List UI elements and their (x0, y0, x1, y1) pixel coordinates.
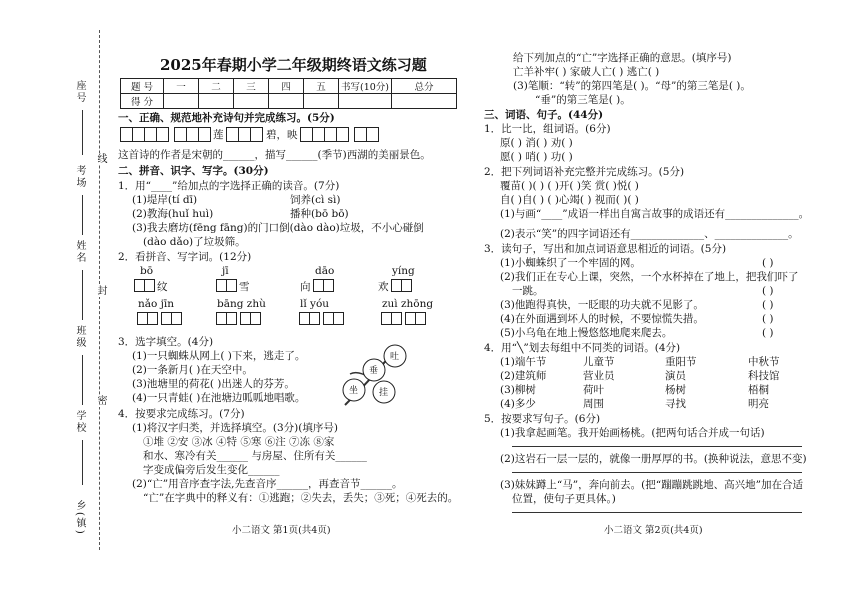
p3-prompt: 3．读句子，写出和加点词语意思相近的词语。(5分) (484, 243, 727, 255)
p1-row-2: 愿( ) 哨( ) 功( ) (500, 151, 573, 163)
flower-char-1: 吐 (390, 352, 400, 362)
p3-answer-1[interactable]: ( ) (762, 257, 774, 269)
pinyin-liyou: lǐ yóu (300, 298, 330, 310)
page-title: 2025年春期小学二年级期终语文练习题 (160, 56, 427, 74)
section-2-heading: 二、拼音、识字、写字。(30分) (118, 165, 269, 177)
p4-cell[interactable]: 儿童节 (583, 356, 615, 368)
class-label: 班级 (74, 325, 85, 349)
write-box-bo[interactable] (134, 279, 154, 292)
write-box-naojin[interactable] (137, 312, 181, 325)
q1-item-2b: 播种(bō bō) (290, 208, 349, 220)
r-q-wang-prompt: 给下列加点的“亡”字选择正确的意思。(填序号) (513, 52, 732, 64)
q4-prompt: 4．按要求完成练习。(7分) (118, 408, 245, 420)
q4-definitions: “亡”在字典中的释义有：①逃跑；②失去，丢失；③死；④死去的。 (143, 492, 459, 504)
q4-sub-1: (1)将汉字归类，并选择填空。(3分)(填序号) (132, 422, 338, 434)
p2-prompt: 2．把下列词语补充完整并完成练习。(5分) (484, 166, 685, 178)
score-header-cell: 二 (199, 79, 234, 94)
write-box-ying[interactable] (391, 279, 411, 292)
r-stroke-order-2: “垂”的第三笔是( )。 (535, 94, 631, 106)
school-blank (82, 440, 83, 485)
footer-left: 小二语文 第1页(共4页) (232, 525, 331, 536)
q3-item-1: (1)一只蜘蛛从网上( )下来，逃走了。 (132, 350, 306, 362)
p5-answer-line-2[interactable] (512, 472, 802, 473)
pinyin-ying: yíng (392, 265, 415, 277)
p4-cell[interactable]: 演员 (665, 370, 686, 382)
q3-prompt: 3．选字填空。(4分) (118, 336, 214, 348)
class-blank (82, 355, 83, 405)
school-label: 学校 (74, 410, 85, 434)
score-header-cell: 书写(10分) (339, 79, 392, 94)
p4-cell[interactable]: 梧桐 (748, 384, 769, 396)
exam-room-label: 考场 (74, 165, 85, 189)
p1-row-1: 原( ) 消( ) 劝( ) (500, 137, 573, 149)
score-header-row (121, 79, 457, 94)
p5-item-2: (2)这岩石一层一层的，就像一册厚厚的书。(换种说法，意思不变) (500, 453, 807, 465)
p4-cell[interactable]: (2)建筑师 (500, 370, 547, 382)
write-box-zuizhong[interactable] (381, 312, 425, 325)
town-label: 乡(镇) (74, 500, 85, 536)
word-xiang: 向 (300, 281, 311, 293)
write-box-bangzhu[interactable] (216, 312, 260, 325)
q4-options: ①堆 ②安 ③冰 ④特 ⑤寒 ⑥注 ⑦冻 ⑧家 (143, 436, 335, 448)
p3-answer-3[interactable]: ( ) (762, 299, 774, 311)
pinyin-zuizhong: zuì zhōng (382, 298, 434, 310)
p4-cell[interactable]: (3)柳树 (500, 384, 536, 396)
q3-item-3: (3)池塘里的荷花( )出迷人的芬芳。 (132, 378, 295, 390)
p1-prompt: 1．比一比，组词语。(6分) (484, 123, 611, 135)
q1-item-1: (1)堤岸(tí dī) (132, 194, 198, 206)
score-cell[interactable] (304, 94, 339, 109)
word-wen: 纹 (157, 281, 168, 293)
p3-item-1: (1)小蜘蛛织了一个牢固的网。 (500, 257, 641, 269)
q4-category-a: 和水、寒冷有关______ 与房屋、住所有关______ (143, 450, 367, 462)
name-label: 姓名 (74, 240, 85, 264)
p5-answer-line-1[interactable] (512, 446, 802, 447)
p2-row-2: 自( )自( ) ( )心竭( ) 视而( )( ) (500, 194, 639, 206)
section-1-heading: 一、正确、规范地补充诗句并完成练习。(5分) (118, 112, 335, 124)
p4-cell[interactable]: (4)多少 (500, 398, 536, 410)
p2-sub-1: (1)与画“____”成语一样出自寓言故事的成语还有______________。 (500, 208, 810, 220)
flower-char-3: 坐 (349, 386, 359, 396)
q2-prompt: 2．看拼音、写字词。(12分) (118, 251, 252, 263)
flower-char-4: 挂 (379, 388, 389, 398)
p3-item-2: (2)我们正在专心上课，突然，一个水杯掉在了地上，把我们吓了 (500, 271, 799, 283)
score-cell[interactable] (164, 94, 199, 109)
footer-right: 小二语文 第2页(共4页) (604, 525, 703, 536)
poem-boxes-1[interactable] (120, 127, 210, 142)
q4-sub-2: (2)“亡”用音序查字法,先查音序______，再查音节______。 (132, 478, 403, 490)
q3-item-2: (2)一条新月( )在天空中。 (132, 364, 253, 376)
poem-boxes-3[interactable] (300, 127, 378, 142)
q1-item-2: (2)教海(huǐ huì) (132, 208, 214, 220)
score-header-cell: 一 (164, 79, 199, 94)
p4-cell[interactable]: 营业员 (583, 370, 615, 382)
p3-answer-2[interactable]: ( ) (762, 285, 774, 297)
q1-item-1b: 饲养(cì sì) (290, 194, 341, 206)
poem-boxes-2[interactable] (226, 127, 262, 142)
poem-char-lotus: 莲 (213, 129, 224, 141)
p4-cell[interactable]: 寻找 (665, 398, 686, 410)
seat-label: 座号 (74, 80, 85, 104)
score-value-row (121, 94, 457, 109)
p3-answer-5[interactable]: ( ) (762, 327, 774, 339)
p3-item-5: (5)小乌龟在地上慢悠悠地爬来爬去。 (500, 327, 673, 339)
pinyin-bangzhu: bāng zhù (217, 298, 266, 310)
p3-answer-4[interactable]: ( ) (762, 313, 774, 325)
p4-cell[interactable]: 中秋节 (748, 356, 780, 368)
score-cell[interactable] (392, 94, 457, 109)
score-table (120, 78, 457, 109)
p4-cell[interactable]: 荷叶 (583, 384, 604, 396)
pinyin-dao: dāo (315, 265, 335, 277)
p2-row-1: 覆苗( )( ) ( )开( )笑 赏( )悦( ) (500, 180, 639, 192)
pinyin-ji: jī (222, 265, 229, 277)
score-row-label: 得 分 (121, 94, 164, 109)
q1-item-3: (3)我去磨坊(fēng fāng)的门口倒(dào dào)垃圾，不小心碰倒 (132, 222, 424, 234)
score-cell[interactable] (199, 94, 234, 109)
score-cell[interactable] (339, 94, 392, 109)
p4-cell[interactable]: 科技馆 (748, 370, 780, 382)
p5-prompt: 5．按要求写句子。(6分) (484, 413, 601, 425)
p4-cell[interactable]: (1)端午节 (500, 356, 547, 368)
flower-char-2: 垂 (369, 366, 379, 376)
p3-item-2b: 一跳。 (512, 285, 544, 297)
p5-item-3: (3)妹妹蹲上“马”，奔向前去。(把“蹦蹦跳跳地、高兴地”加在合适 (500, 479, 803, 491)
exam-room-blank (82, 195, 83, 235)
poem-char-bi: 碧，映 (266, 129, 298, 141)
pinyin-naojin: nǎo jīn (138, 298, 175, 310)
write-box-liyou[interactable] (299, 312, 343, 325)
write-box-ji[interactable] (216, 279, 236, 292)
score-header-cell: 五 (304, 79, 339, 94)
seal-mark: 封 (95, 285, 106, 297)
write-box-dao[interactable] (313, 279, 333, 292)
score-header-cell: 题 号 (121, 79, 164, 94)
p5-item-3b: 位置，使句子更具体。) (512, 493, 616, 505)
score-cell[interactable] (269, 94, 304, 109)
q3-item-4: (4)一只青蛙( )在池塘边呱呱地唱歌。 (132, 392, 306, 404)
p3-item-3: (3)他跑得真快，一眨眼的功夫就不见影了。 (500, 299, 704, 311)
p4-cell[interactable]: 杨树 (665, 384, 686, 396)
score-cell[interactable] (234, 94, 269, 109)
word-huan: 欢 (378, 281, 389, 293)
p4-cell[interactable]: 重阳节 (665, 356, 697, 368)
p4-prompt: 4．用“╲”划去每组中不同类的词语。(4分) (484, 342, 681, 354)
word-xue: 雪 (239, 281, 250, 293)
q1-item-3b: (dào dǎo)了垃圾筛。 (143, 236, 246, 248)
pinyin-bo: bō (140, 265, 154, 277)
name-blank (82, 270, 83, 320)
line-mark: 线 (95, 153, 106, 165)
section-3-heading: 三、词语、句子。(44分) (484, 109, 604, 121)
p4-cell[interactable]: 周围 (583, 398, 604, 410)
r-q-wang-items: 亡羊补牢( ) 家破人亡( ) 逃亡( ) (513, 66, 660, 78)
seat-blank (82, 110, 83, 155)
score-header-cell: 四 (269, 79, 304, 94)
p5-item-1: (1)我拿起画笔。我开始画杨桃。(把两句话合并成一句话) (500, 427, 765, 439)
q4-category-b: 字变成偏旁后发生变化______ (143, 464, 280, 476)
score-header-cell: 三 (234, 79, 269, 94)
p5-answer-line-3[interactable] (512, 512, 802, 513)
secret-mark: 密 (95, 395, 106, 407)
score-header-cell: 总分 (392, 79, 457, 94)
poem-note: 这首诗的作者是宋朝的______，描写______(季节)西湖的美丽景色。 (118, 149, 431, 161)
p3-item-4: (4)在外面遇到坏人的时候，不要惊慌失措。 (500, 313, 704, 325)
r-stroke-order: (3)笔顺：“转”的第四笔是( )。“母”的第三笔是( )。 (513, 80, 751, 92)
p2-sub-2: (2)表示“笑”的四字词语还有______________、______________。 (500, 228, 799, 240)
p4-cell[interactable]: 明亮 (748, 398, 769, 410)
q1-prompt: 1．用“____”给加点的字选择正确的读音。(7分) (118, 180, 340, 192)
